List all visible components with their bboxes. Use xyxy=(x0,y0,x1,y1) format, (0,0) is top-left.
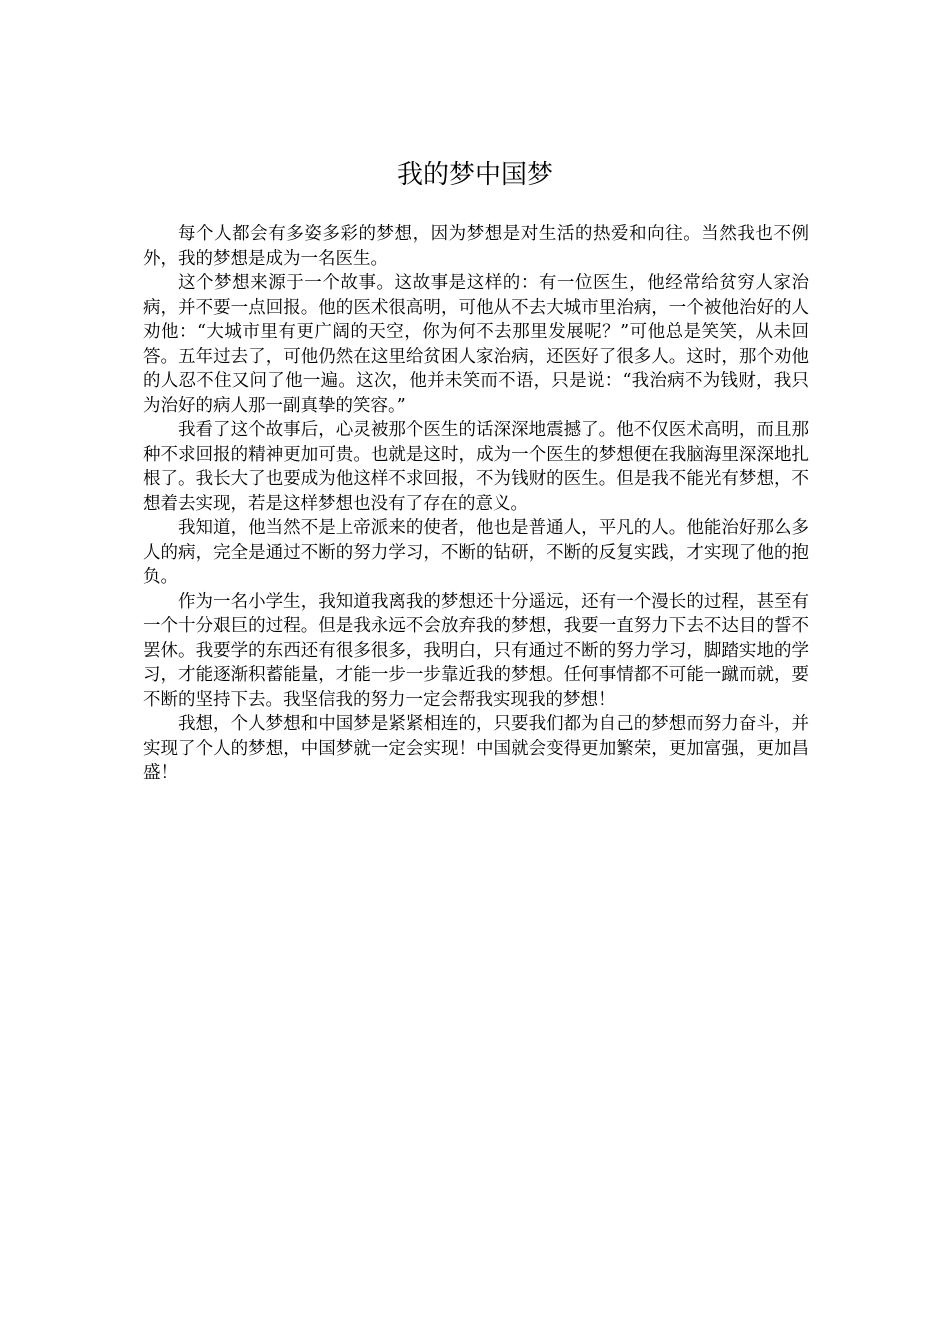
paragraph-3: 我看了这个故事后，心灵被那个医生的话深深地震撼了。他不仅医术高明，而且那种不求回报的精神更加可贵。也就是这时，成为一个医生的梦想便在我脑海里深深地扎根了。我长大了也要成为他这样不求回报，不为钱财的医生。但是我不能光有梦想，不想着去实现，若是这样梦想也没有了存在的意义。 xyxy=(143,420,809,514)
paragraph-6: 我想，个人梦想和中国梦是紧紧相连的，只要我们都为自己的梦想而努力奋斗，并实现了个人的梦想，中国梦就一定会实现！中国就会变得更加繁荣，更加富强，更加昌盛！ xyxy=(143,714,809,783)
document-title: 我的梦中国梦 xyxy=(396,160,553,190)
paragraph-5: 作为一名小学生，我知道我离我的梦想还十分遥远，还有一个漫长的过程，甚至有一个十分艰巨的过程。但是我永远不会放弃我的梦想，我要一直努力下去不达目的誓不罢休。我要学的东西还有很多很多，我明白，只有通过不断的努力学习，脚踏实地的学习，才能逐渐积蓄能量，才能一步一步靠近我的梦想。任何事情都不可能一蹴而就，要不断的坚持下去。我坚信我的努力一定会帮我实现我的梦想！ xyxy=(143,591,809,710)
paragraph-1: 每个人都会有多姿多彩的梦想，因为梦想是对生活的热爱和向往。当然我也不例外，我的梦想是成为一名医生。 xyxy=(143,224,809,269)
document-body xyxy=(143,222,809,786)
paragraph-4: 我知道，他当然不是上帝派来的使者，他也是普通人，平凡的人。他能治好那么多人的病，完全是通过不断的努力学习，不断的钻研，不断的反复实践，才实现了他的抱负。 xyxy=(143,518,809,587)
paragraph-2: 这个梦想来源于一个故事。这故事是这样的：有一位医生，他经常给贫穷人家治病，并不要一点回报。他的医术很高明，可他从不去大城市里治病，一个被他治好的人劝他：“大城市里有更广阔的天空，你为何不去那里发展呢？”可他总是笑笑，从未回答。五年过去了，可他仍然在这里给贫困人家治病，还医好了很多人。这时，那个劝他的人忍不住又问了他一遍。这次，他并未笑而不语，只是说：“我治病不为钱财，我只为治好的病人那一副真挚的笑容。” xyxy=(143,273,809,416)
